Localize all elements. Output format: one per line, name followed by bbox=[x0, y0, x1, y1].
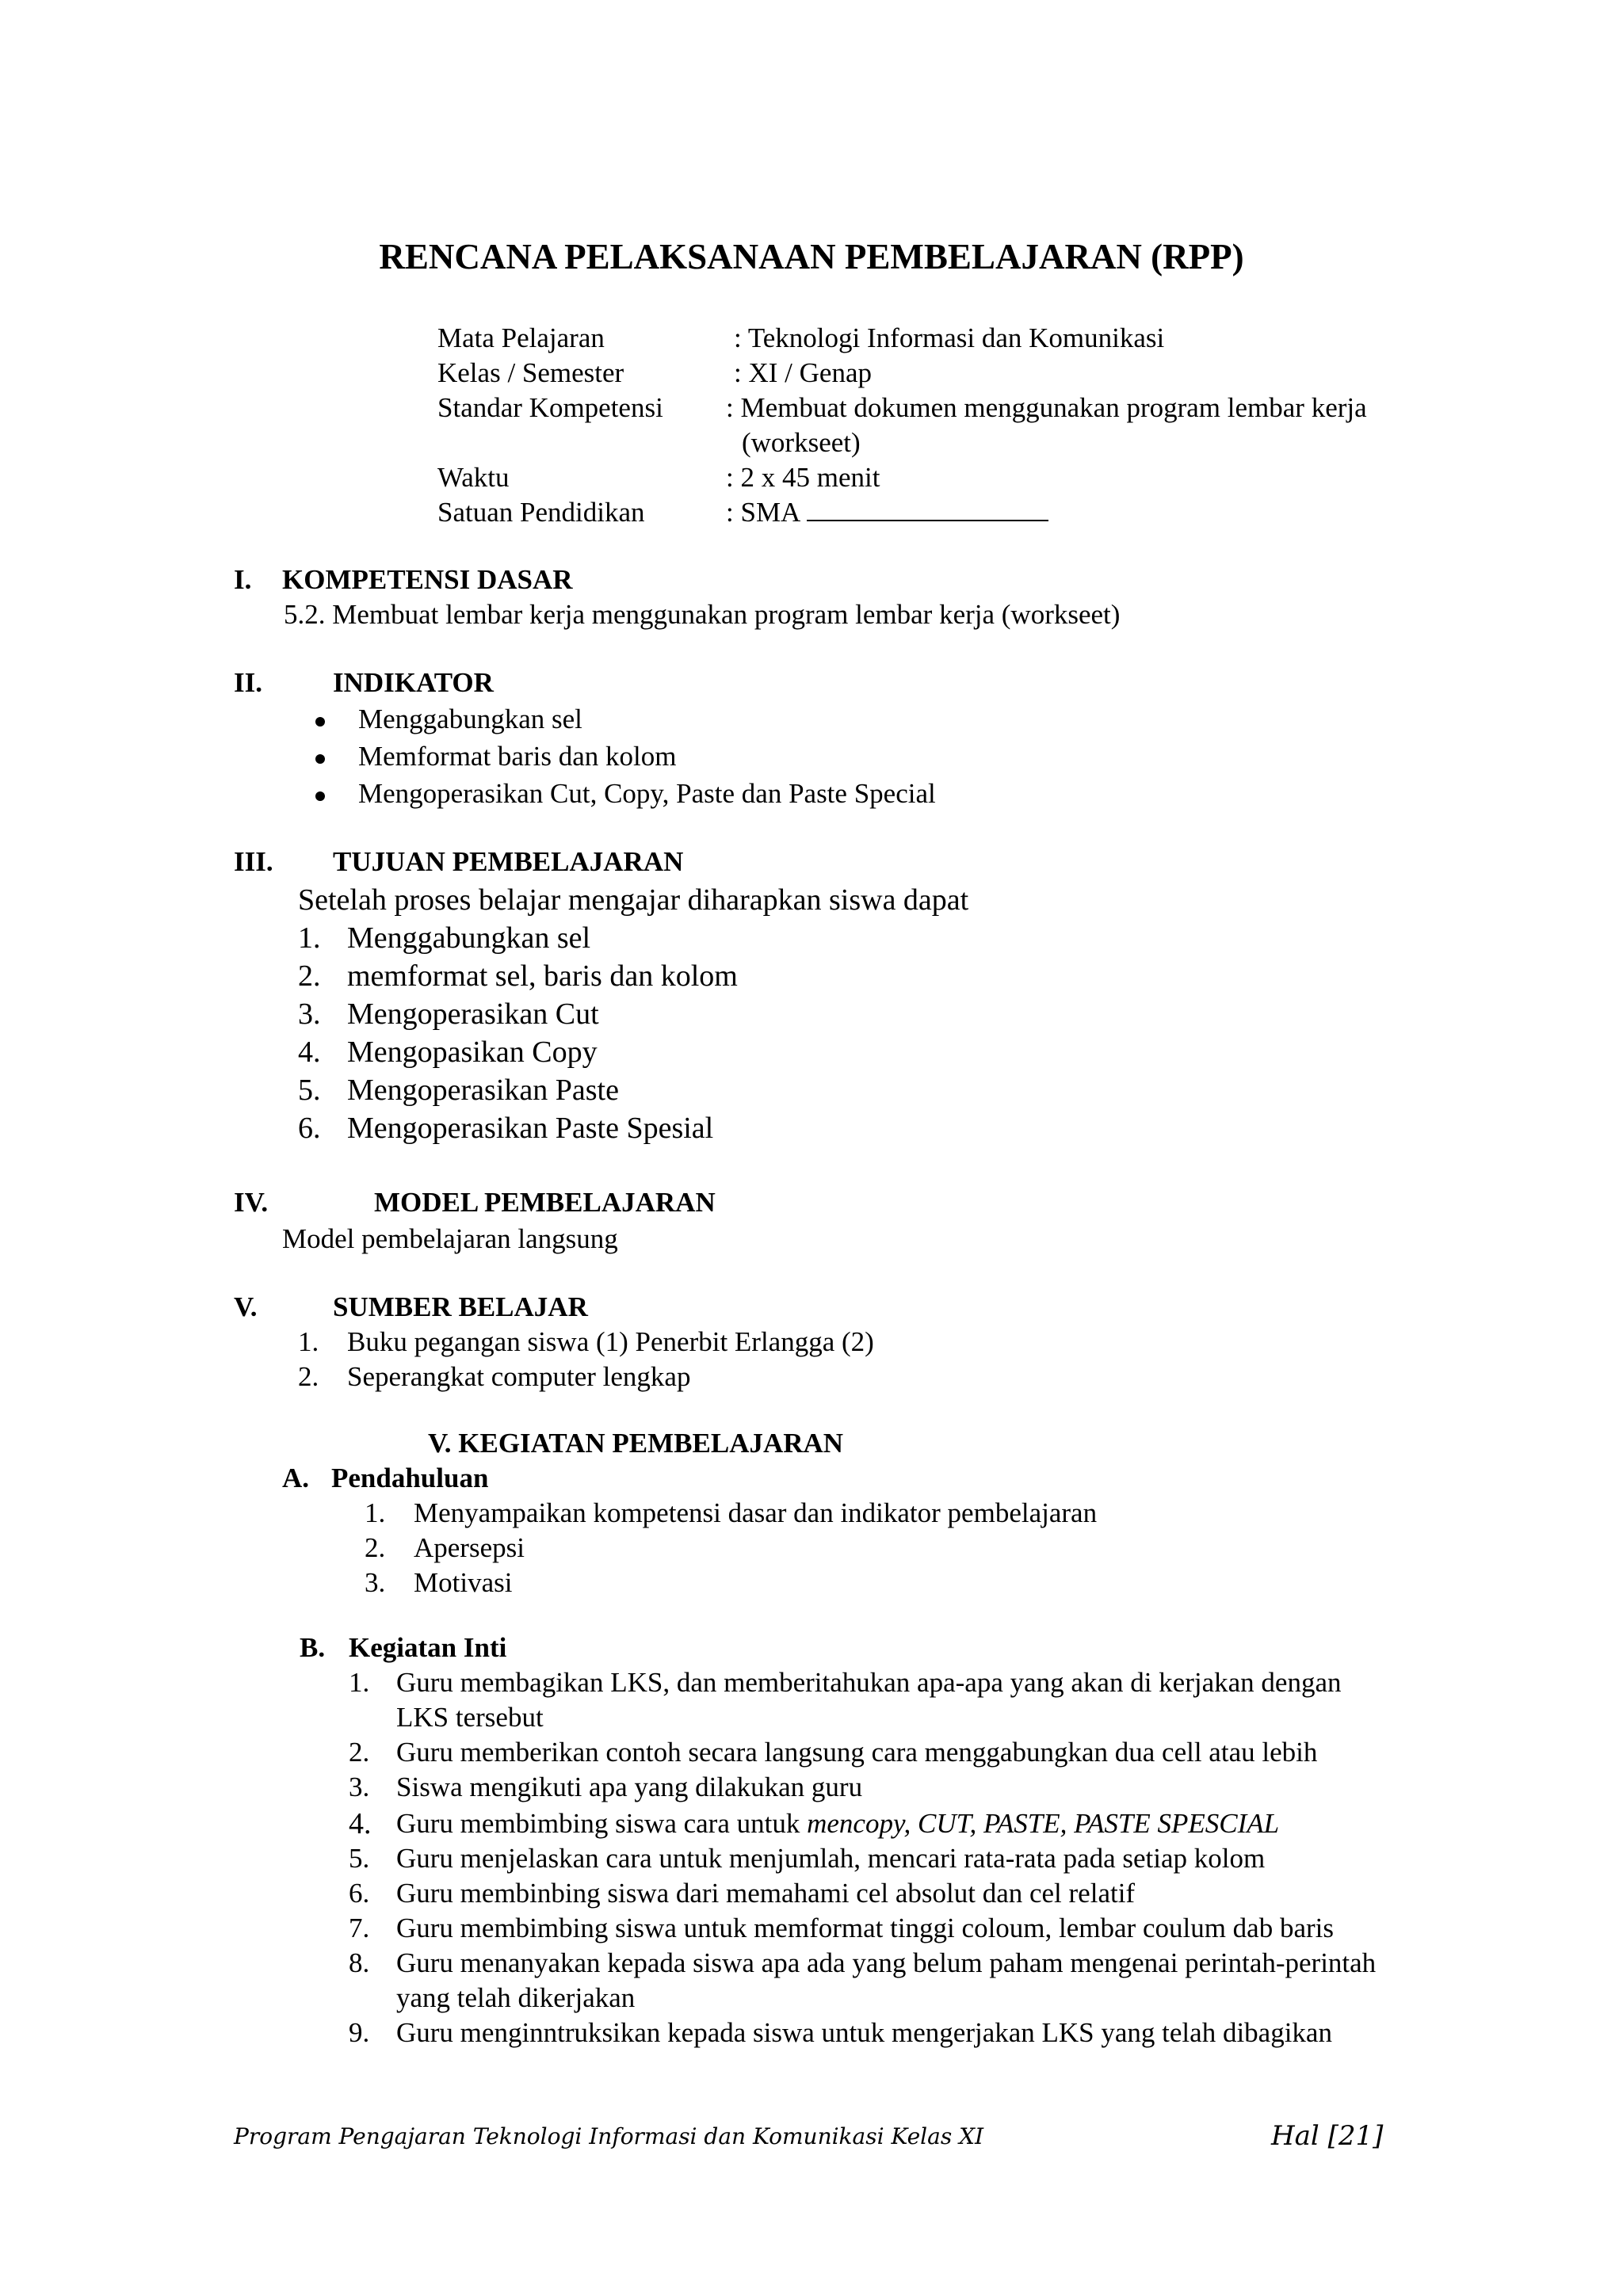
footer-left: Program Pengajaran Teknologi Informasi dan Komunikasi Kelas XI bbox=[234, 2123, 984, 2149]
document-title: RENCANA PELAKSANAAN PEMBELAJARAN (RPP) bbox=[379, 237, 1244, 277]
list-number: 3. bbox=[365, 1567, 386, 1598]
list-number: 6. bbox=[349, 1878, 370, 1909]
list-item: memformat sel, baris dan kolom bbox=[347, 959, 738, 993]
list-item bbox=[396, 1808, 1279, 1840]
section-number: I. bbox=[234, 564, 252, 595]
list-item: Mengopasikan Copy bbox=[347, 1035, 598, 1069]
bullet-icon bbox=[315, 791, 325, 801]
bullet-icon bbox=[315, 754, 325, 764]
section-number: V. bbox=[234, 1291, 258, 1322]
section-number: IV. bbox=[234, 1187, 269, 1218]
list-number: 1. bbox=[298, 1326, 319, 1357]
section-number: III. bbox=[234, 846, 273, 877]
list-item-text: Guru membimbing siswa cara untuk bbox=[396, 1808, 808, 1839]
subsection-title: Kegiatan Inti bbox=[349, 1632, 507, 1663]
info-value: : Teknologi Informasi dan Komunikasi bbox=[734, 322, 1165, 353]
list-number: 1. bbox=[365, 1497, 386, 1528]
list-item: Guru membinbing siswa dari memahami cel absolut dan cel relatif bbox=[396, 1878, 1136, 1909]
list-item: Mengoperasikan Cut, Copy, Paste dan Paste Special bbox=[358, 778, 936, 809]
list-item: Guru membimbing siswa untuk memformat tinggi coloum, lembar coulum dab baris bbox=[396, 1913, 1334, 1943]
list-number: 5. bbox=[298, 1074, 321, 1107]
list-number: 2. bbox=[349, 1737, 370, 1768]
section-body: 5.2. Membuat lembar kerja menggunakan program lembar kerja (workseet) bbox=[284, 599, 1121, 630]
list-item: Menggabungkan sel bbox=[347, 921, 591, 955]
list-item: Seperangkat computer lengkap bbox=[347, 1361, 691, 1392]
list-item: Mengoperasikan Paste bbox=[347, 1074, 619, 1107]
list-item: Guru membagikan LKS, dan memberitahukan apa-apa yang akan di kerjakan dengan bbox=[396, 1667, 1342, 1698]
list-number: 3. bbox=[298, 997, 321, 1031]
blank-line bbox=[807, 498, 1048, 521]
section-number: II. bbox=[234, 667, 262, 698]
section-intro: Setelah proses belajar mengajar diharapkan siswa dapat bbox=[298, 883, 969, 917]
list-number: 6. bbox=[298, 1112, 321, 1145]
list-number: 2. bbox=[298, 1361, 319, 1392]
info-block bbox=[0, 321, 1623, 535]
list-item: Mengoperasikan Paste Spesial bbox=[347, 1112, 714, 1145]
list-item: Menggabungkan sel bbox=[358, 704, 582, 734]
info-value bbox=[726, 495, 1048, 530]
list-number: 7. bbox=[349, 1913, 370, 1943]
list-number: 2. bbox=[365, 1532, 386, 1563]
subsection-title: Pendahuluan bbox=[331, 1463, 489, 1493]
info-value: : XI / Genap bbox=[734, 357, 872, 388]
bullet-icon bbox=[315, 717, 325, 727]
list-item: Motivasi bbox=[414, 1567, 513, 1598]
footer-page-number: Hal [21] bbox=[1271, 2120, 1384, 2152]
list-item-italic: mencopy, CUT, PASTE, PASTE SPESCIAL bbox=[807, 1808, 1280, 1839]
list-item: Siswa mengikuti apa yang dilakukan guru bbox=[396, 1772, 863, 1802]
list-number: 4. bbox=[349, 1807, 372, 1840]
list-number: 2. bbox=[298, 959, 321, 993]
list-number: 1. bbox=[349, 1667, 370, 1698]
info-label: Satuan Pendidikan bbox=[437, 497, 645, 528]
list-item: Guru memberikan contoh secara langsung cara menggabungkan dua cell atau lebih bbox=[396, 1737, 1318, 1768]
list-item: Buku pegangan siswa (1) Penerbit Erlangga (2) bbox=[347, 1326, 874, 1357]
list-number: 9. bbox=[349, 2017, 370, 2048]
list-item: Guru menginntruksikan kepada siswa untuk mengerjakan LKS yang telah dibagikan bbox=[396, 2017, 1332, 2048]
list-number: 1. bbox=[298, 921, 321, 955]
info-label: Waktu bbox=[437, 462, 510, 493]
section-title: MODEL PEMBELAJARAN bbox=[374, 1187, 716, 1218]
list-item-continuation: yang telah dikerjakan bbox=[396, 1982, 636, 2013]
section-title: TUJUAN PEMBELAJARAN bbox=[333, 846, 684, 877]
section-title: INDIKATOR bbox=[333, 667, 494, 698]
list-item-continuation: LKS tersebut bbox=[396, 1702, 544, 1733]
info-label: Kelas / Semester bbox=[437, 357, 624, 388]
subsection-label: A. bbox=[282, 1463, 310, 1493]
info-value: (workseet) bbox=[742, 427, 861, 458]
list-number: 3. bbox=[349, 1772, 370, 1802]
list-item: Memformat baris dan kolom bbox=[358, 741, 677, 772]
info-label: Mata Pelajaran bbox=[437, 322, 605, 353]
section-title: SUMBER BELAJAR bbox=[333, 1291, 588, 1322]
info-label: Standar Kompetensi bbox=[437, 392, 663, 423]
info-value-text: : SMA bbox=[726, 497, 801, 528]
section-title: V. KEGIATAN PEMBELAJARAN bbox=[428, 1428, 844, 1459]
section-body: Model pembelajaran langsung bbox=[282, 1223, 618, 1254]
list-item: Guru menanyakan kepada siswa apa ada yang belum paham mengenai perintah-perintah bbox=[396, 1947, 1377, 1978]
list-number: 4. bbox=[298, 1035, 321, 1069]
list-item: Apersepsi bbox=[414, 1532, 525, 1563]
list-item: Guru menjelaskan cara untuk menjumlah, mencari rata-rata pada setiap kolom bbox=[396, 1843, 1266, 1874]
info-value: : Membuat dokumen menggunakan program lembar kerja bbox=[726, 392, 1367, 423]
info-value: : 2 x 45 menit bbox=[726, 462, 880, 493]
subsection-label: B. bbox=[300, 1632, 326, 1663]
section-title: KOMPETENSI DASAR bbox=[282, 564, 573, 595]
list-item: Menyampaikan kompetensi dasar dan indikator pembelajaran bbox=[414, 1497, 1098, 1528]
list-item: Mengoperasikan Cut bbox=[347, 997, 599, 1031]
list-number: 5. bbox=[349, 1843, 370, 1874]
list-number: 8. bbox=[349, 1947, 370, 1978]
